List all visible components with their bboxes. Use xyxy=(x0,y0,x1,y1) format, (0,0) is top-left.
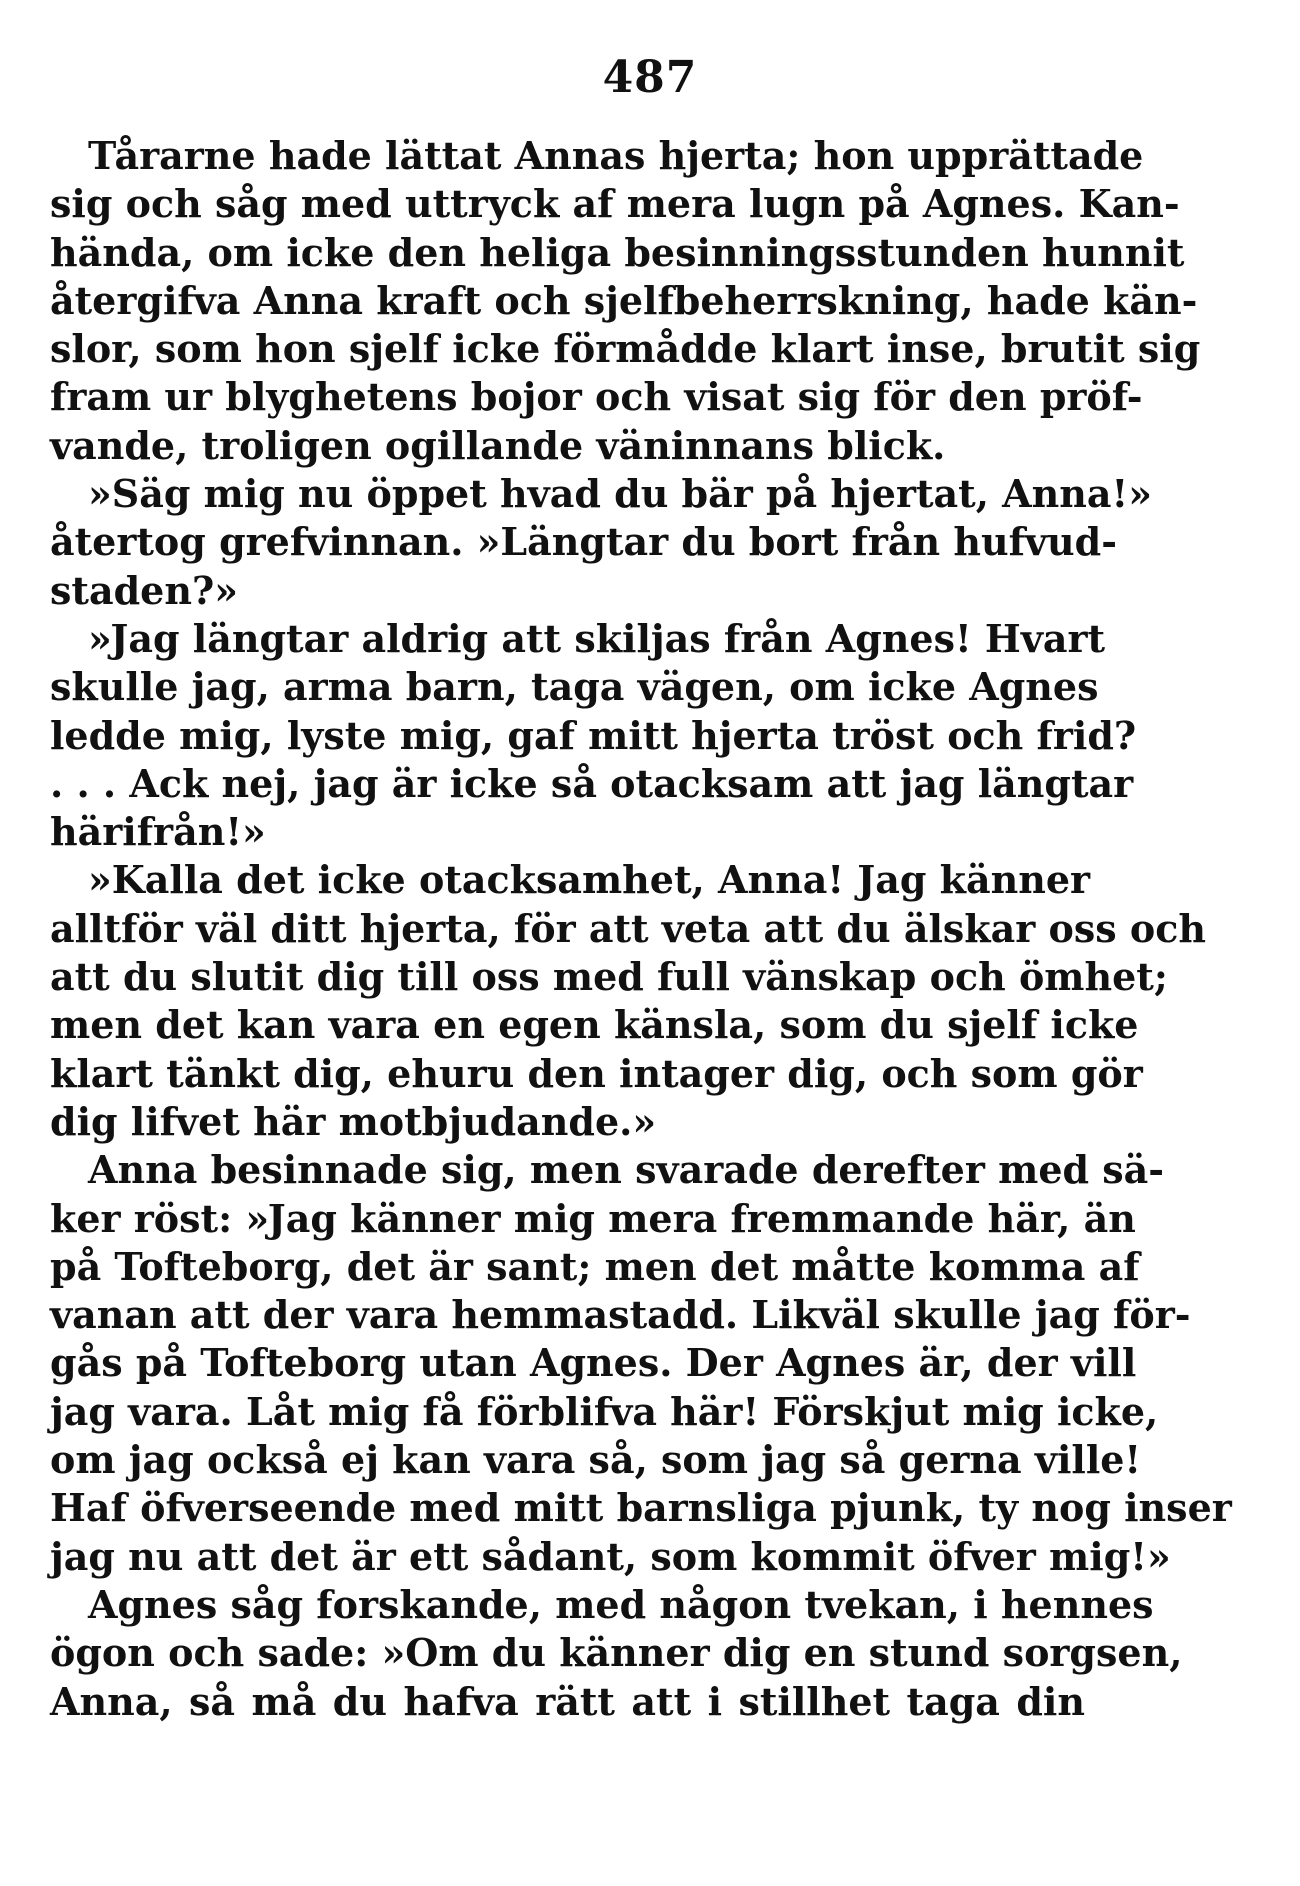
text-line: hända, om icke den heliga besinningsstunden hunnit xyxy=(50,229,1185,275)
text-line: . . . Ack nej, jag är icke så otacksam att jag längtar xyxy=(50,760,1134,806)
text-line: vande, troligen ogillande väninnans blick. xyxy=(50,422,946,468)
text-line: återtog grefvinnan. »Längtar du bort från hufvud- xyxy=(50,519,1118,565)
text-line: ledde mig, lyste mig, gaf mitt hjerta tröst och frid? xyxy=(50,712,1137,758)
text-line: »Jag längtar aldrig att skiljas från Agnes! Hvart xyxy=(88,615,1106,661)
text-line: »Kalla det icke otacksamhet, Anna! Jag känner xyxy=(88,857,1091,903)
text-line: men det kan vara en egen känsla, som du sjelf icke xyxy=(50,1002,1139,1048)
text-line: återgifva Anna kraft och sjelfbeherrskning, hade kän- xyxy=(50,277,1198,323)
text-line: skulle jag, arma barn, taga vägen, om icke Agnes xyxy=(50,664,1099,710)
text-line: Haf öfverseende med mitt barnsliga pjunk, ty nog inser xyxy=(50,1485,1232,1531)
text-line: dig lifvet här motbjudande.» xyxy=(50,1098,657,1144)
text-line: härifrån!» xyxy=(50,809,266,855)
text-line: Tårarne hade lättat Annas hjerta; hon upprättade xyxy=(88,133,1144,178)
text-line: fram ur blyghetens bojor och visat sig för den pröf- xyxy=(50,374,1143,420)
body-text xyxy=(50,132,1232,1726)
text-line: sig och såg med uttryck af mera lugn på Agnes. Kan- xyxy=(50,181,1180,227)
text-line: staden?» xyxy=(50,567,238,613)
text-line: slor, som hon sjelf icke förmådde klart inse, brutit sig xyxy=(50,326,1201,372)
text-line: Anna, så må du hafva rätt att i stillhet taga din xyxy=(50,1678,1085,1724)
text-line: på Tofteborg, det är sant; men det måtte komma af xyxy=(50,1243,1140,1289)
text-line: att du slutit dig till oss med full vänskap och ömhet; xyxy=(50,954,1168,1000)
text-line: »Säg mig nu öppet hvad du bär på hjertat, Anna!» xyxy=(88,471,1152,517)
text-line: ker röst: »Jag känner mig mera fremmande här, än xyxy=(50,1195,1136,1241)
text-line: Anna besinnade sig, men svarade derefter med sä- xyxy=(88,1147,1165,1193)
text-line: klart tänkt dig, ehuru den intager dig, och som gör xyxy=(50,1050,1143,1096)
text-line: jag vara. Låt mig få förblifva här! Förskjut mig icke, xyxy=(50,1388,1159,1434)
text-line: jag nu att det är ett sådant, som kommit öfver mig!» xyxy=(50,1533,1171,1579)
text-line: om jag också ej kan vara så, som jag så gerna ville! xyxy=(50,1437,1142,1483)
text-line: alltför väl ditt hjerta, för att veta att du älskar oss och xyxy=(50,905,1206,951)
page-number: 487 xyxy=(602,52,698,103)
text-line: ögon och sade: »Om du känner dig en stund sorgsen, xyxy=(50,1630,1183,1676)
text-line: vanan att der vara hemmastadd. Likväl skulle jag för- xyxy=(50,1292,1191,1338)
text-line: gås på Tofteborg utan Agnes. Der Agnes är, der vill xyxy=(50,1340,1137,1386)
text-line: Agnes såg forskande, med någon tvekan, i hennes xyxy=(88,1581,1154,1627)
